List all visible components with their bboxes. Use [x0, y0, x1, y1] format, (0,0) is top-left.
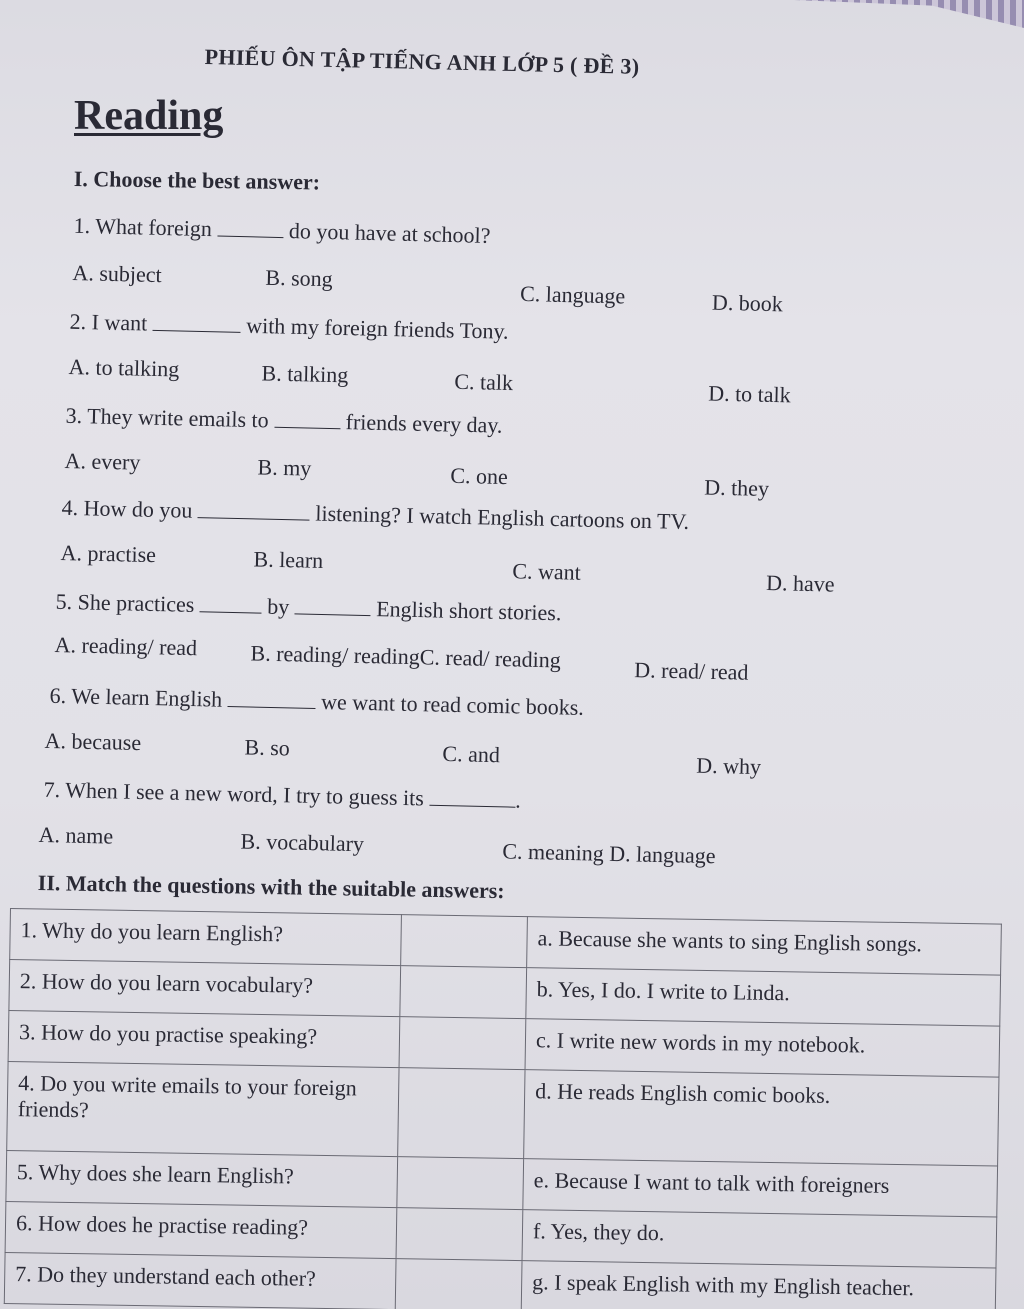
- question-text-post: friends every day.: [339, 409, 503, 438]
- answer-blank: [153, 310, 241, 333]
- question-text-pre: 2. I want: [69, 308, 154, 336]
- answer-blank: [200, 591, 262, 613]
- question-text-pre: 7. When I see a new word, I try to guess its: [43, 776, 430, 811]
- question-text-post: with my foreign friends Tony.: [240, 312, 509, 344]
- table-row: [7, 1061, 999, 1166]
- answer-cell: e. Because I want to talk with foreigners: [523, 1159, 998, 1217]
- option-b: B. vocabulary: [240, 828, 365, 857]
- option-b: B. so: [244, 734, 291, 761]
- option-d: D. read/ read: [634, 657, 749, 685]
- question-7: [38, 776, 964, 887]
- option-d: D. book: [711, 289, 784, 317]
- question-text: [65, 402, 502, 439]
- answer-cell: f. Yes, they do.: [522, 1210, 997, 1268]
- option-a: A. every: [64, 447, 141, 475]
- empty-cell: [396, 1208, 523, 1261]
- question-text-mid: by: [261, 593, 296, 620]
- answer-blank: [295, 593, 371, 616]
- question-text-post: we want to read comic books.: [315, 688, 585, 720]
- empty-cell: [401, 915, 528, 968]
- question-text-pre: 3. They write emails to: [65, 402, 275, 433]
- option-d: D. they: [703, 474, 770, 501]
- option-c: C. one: [450, 462, 509, 490]
- question-cell: 7. Do they understand each other?: [4, 1252, 396, 1309]
- answer-blank: [217, 216, 283, 238]
- question-text-pre: 6. We learn English: [49, 682, 228, 712]
- question-text-post: .: [515, 787, 522, 813]
- question-text: [43, 776, 521, 814]
- option-a: A. name: [38, 821, 114, 849]
- question-text-pre: 5. She practices: [55, 588, 201, 618]
- option-a: A. because: [44, 727, 142, 756]
- part1-title: I. Choose the best answer:: [73, 166, 321, 195]
- option-c-d: C. meaning D. language: [502, 838, 716, 869]
- answer-blank: [429, 785, 515, 808]
- answer-blank: [198, 497, 310, 520]
- option-c: C. want: [512, 558, 582, 585]
- answer-blank: [274, 407, 340, 429]
- option-c: C. and: [442, 740, 501, 768]
- option-c: C. language: [519, 280, 626, 309]
- question-text: [55, 588, 561, 626]
- question-text: [69, 308, 509, 345]
- question-cell: 5. Why does she learn English?: [6, 1150, 398, 1207]
- answer-cell: c. I write new words in my notebook.: [525, 1019, 1000, 1077]
- option-d: D. why: [695, 752, 762, 780]
- option-a: A. to talking: [68, 353, 180, 382]
- option-d: D. to talk: [707, 380, 791, 408]
- question-2: [68, 308, 970, 418]
- empty-cell: [400, 966, 527, 1019]
- option-a: A. reading/ read: [54, 631, 198, 661]
- empty-cell: [397, 1157, 524, 1210]
- empty-cell: [398, 1068, 525, 1159]
- question-cell: 1. Why do you learn English?: [10, 909, 402, 966]
- answer-blank: [228, 686, 316, 709]
- option-b: B. talking: [261, 360, 349, 388]
- answer-cell: b. Yes, I do. I write to Linda.: [526, 968, 1001, 1026]
- matching-table: [4, 908, 1002, 1309]
- question-text-pre: 4. How do you: [61, 494, 199, 523]
- option-b: B. learn: [253, 546, 324, 573]
- question-text-pre: 1. What foreign: [73, 212, 218, 242]
- option-a: A. practise: [60, 539, 157, 568]
- option-b: B. reading/ readingC. read/ reading: [250, 640, 562, 673]
- background-fabric: [794, 0, 1024, 28]
- question-6: [44, 682, 970, 793]
- option-b: B. my: [257, 454, 312, 481]
- section-title-reading: Reading: [74, 93, 224, 139]
- question-3: [64, 402, 966, 512]
- worksheet-header: PHIẾU ÔN TẬP TIẾNG ANH LỚP 5 ( ĐỀ 3): [204, 44, 640, 79]
- question-text-post: do you have at school?: [283, 217, 491, 248]
- part2-title: II. Match the questions with the suitable answers:: [37, 870, 505, 904]
- question-text-post: English short stories.: [370, 595, 562, 626]
- question-cell: 2. How do you learn vocabulary?: [9, 960, 401, 1017]
- option-c: C. talk: [454, 368, 514, 396]
- option-a: A. subject: [72, 259, 163, 288]
- option-b: B. song: [265, 264, 333, 292]
- question-4: [60, 494, 982, 605]
- option-d: D. have: [765, 570, 835, 597]
- question-text: [73, 212, 490, 249]
- answer-cell: d. He reads English comic books.: [524, 1070, 999, 1166]
- question-cell: 4. Do you write emails to your foreign friends?: [7, 1061, 399, 1156]
- question-cell: 6. How does he practise reading?: [5, 1201, 397, 1258]
- question-text-post: listening? I watch English cartoons on TV.: [309, 500, 690, 535]
- answer-cell: a. Because she wants to sing English songs.: [527, 917, 1002, 975]
- question-1: [72, 212, 974, 324]
- question-5: [54, 588, 976, 699]
- answer-cell: g. I speak English with my English teacher.: [521, 1261, 996, 1309]
- empty-cell: [395, 1259, 522, 1309]
- question-cell: 3. How do you practise speaking?: [8, 1010, 400, 1067]
- empty-cell: [399, 1017, 526, 1070]
